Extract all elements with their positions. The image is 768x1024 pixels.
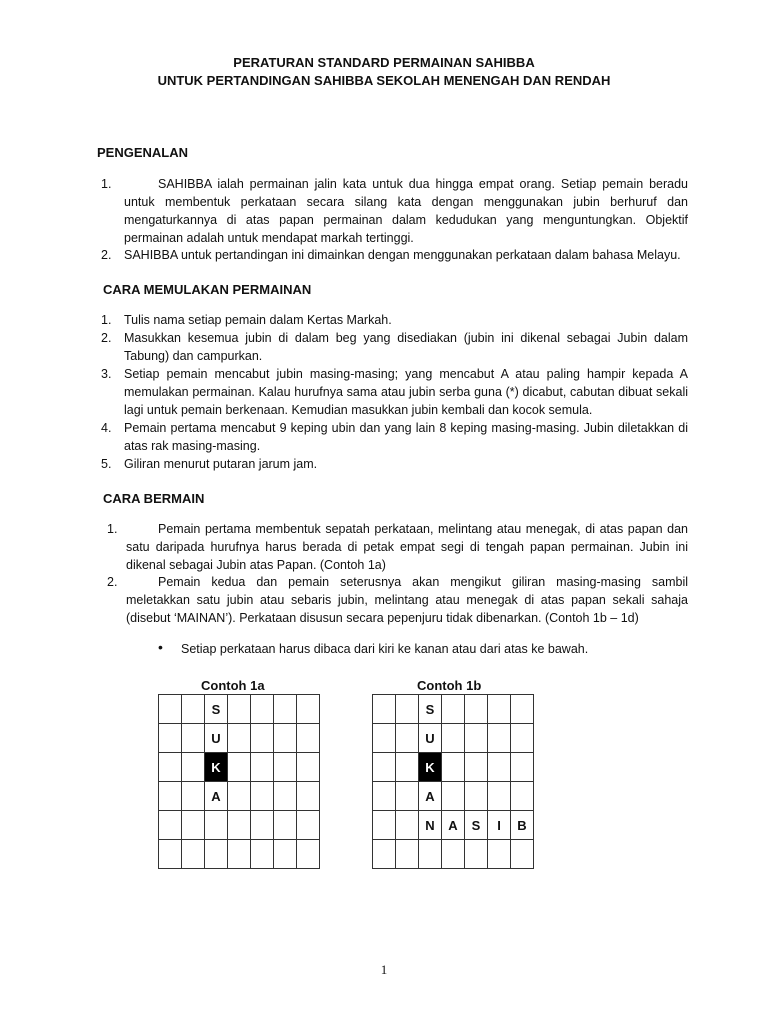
grid-cell: [274, 695, 297, 724]
grid-cell: [274, 782, 297, 811]
list-number: 2.: [101, 331, 112, 345]
list-number: 1.: [101, 313, 112, 327]
grid-cell: [274, 753, 297, 782]
grid-cell: [442, 782, 465, 811]
list-number: 2.: [101, 248, 112, 262]
grid-row: [373, 724, 534, 753]
grid-cell: [159, 840, 182, 869]
grid-cell: [488, 782, 511, 811]
list-item-text: Pemain kedua dan pemain seterusnya akan mengikut giliran masing-masing sambil meletakkan satu jubin atau sebaris jubin, melintang atau menegak di atas papan sekali sahaja (disebut ‘MAINAN’). Perkataan disusun secara pepenjuru tidak dibenarkan. (Contoh 1b – 1d): [126, 575, 688, 625]
grid-cell: [488, 695, 511, 724]
grid-row: [159, 840, 320, 869]
grid-cell: [159, 695, 182, 724]
document-title-line2: UNTUK PERTANDINGAN SAHIBBA SEKOLAH MENENGAH DAN RENDAH: [157, 73, 611, 88]
grid-cell: [488, 753, 511, 782]
grid-cell: [373, 695, 396, 724]
grid-cell: [159, 753, 182, 782]
example-grid-1a: [158, 694, 320, 869]
list-number: 4.: [101, 421, 112, 435]
grid-cell: [159, 782, 182, 811]
grid-cell: [228, 695, 251, 724]
grid-cell: [297, 753, 320, 782]
grid-cell: [297, 811, 320, 840]
bullet-icon: •: [158, 639, 163, 655]
grid-cell: [511, 695, 534, 724]
grid-cell: [297, 840, 320, 869]
grid-row: [159, 782, 320, 811]
grid-cell: [159, 724, 182, 753]
grid-cell: [419, 840, 442, 869]
grid-cell: [373, 724, 396, 753]
grid-cell: [251, 840, 274, 869]
grid-cell: [251, 811, 274, 840]
grid-cell: [511, 840, 534, 869]
grid-cell: [228, 782, 251, 811]
grid-cell: [251, 724, 274, 753]
list-number: 3.: [101, 367, 112, 381]
grid-cell: [465, 840, 488, 869]
grid-cell: [373, 782, 396, 811]
grid-cell: [465, 753, 488, 782]
grid-cell: U: [205, 724, 228, 753]
grid-cell: [274, 840, 297, 869]
list-item-text: Pemain pertama membentuk sepatah perkataan, melintang atau menegak, di atas papan dan satu daripada hurufnya harus berada di petak empat segi di tengah papan permainan. Jubin ini dikenal sebagai Jubin atas Papan. (Contoh 1a): [126, 522, 688, 572]
grid-row: [373, 840, 534, 869]
grid-cell: [228, 840, 251, 869]
grid-cell: [182, 811, 205, 840]
grid-row: [373, 782, 534, 811]
grid-row: [373, 811, 534, 840]
grid-cell: [511, 782, 534, 811]
section-heading-cara-bermain: CARA BERMAIN: [103, 491, 205, 506]
grid-cell: [488, 724, 511, 753]
list-number: 1.: [107, 522, 118, 536]
grid-cell: [205, 811, 228, 840]
list-item-text: Giliran menurut putaran jarum jam.: [124, 457, 318, 471]
bullet-text: Setiap perkataan harus dibaca dari kiri ke kanan atau dari atas ke bawah.: [181, 642, 589, 656]
grid-cell: [182, 782, 205, 811]
grid-cell: U: [419, 724, 442, 753]
grid-cell-center: K: [419, 753, 442, 782]
grid-cell: [511, 724, 534, 753]
grid-cell: [442, 840, 465, 869]
grid-cell: A: [442, 811, 465, 840]
grid-cell: [297, 782, 320, 811]
grid-cell: S: [419, 695, 442, 724]
grid-cell: [297, 724, 320, 753]
grid-cell: [373, 753, 396, 782]
page-number: 1: [380, 962, 388, 977]
list-item-text: Masukkan kesemua jubin di dalam beg yang disediakan (jubin ini dikenal sebagai Jubin dalam Tabung) dan campurkan.: [124, 331, 688, 363]
list-number: 1.: [101, 177, 112, 191]
section-heading-cara-memulakan: CARA MEMULAKAN PERMAINAN: [103, 282, 312, 297]
list-item-text: Tulis nama setiap pemain dalam Kertas Markah.: [124, 313, 392, 327]
grid-cell: [442, 724, 465, 753]
grid-cell: [396, 840, 419, 869]
list-item-text: SAHIBBA untuk pertandingan ini dimainkan dengan menggunakan perkataan dalam bahasa Melayu.: [124, 248, 681, 262]
grid-cell: [511, 753, 534, 782]
grid-cell: [274, 811, 297, 840]
grid-cell: [205, 840, 228, 869]
grid-cell: [488, 840, 511, 869]
grid-cell: [228, 724, 251, 753]
example-caption-1b: Contoh 1b: [417, 678, 482, 693]
grid-cell: [182, 724, 205, 753]
list-item-text: SAHIBBA ialah permainan jalin kata untuk dua hingga empat orang. Setiap pemain beradu untuk membentuk perkataan secara silang kata dengan menggunakan jubin berhuruf dan mengaturkannya di atas papan permainan dalam kedudukan yang menguntungkan. Objektif permainan adalah untuk mendapat markah tertinggi.: [124, 177, 688, 245]
grid-cell: [465, 695, 488, 724]
grid-cell: [396, 782, 419, 811]
grid-cell: [251, 753, 274, 782]
grid-row: [159, 753, 320, 782]
grid-cell: [396, 724, 419, 753]
grid-cell: [442, 695, 465, 724]
grid-cell: A: [205, 782, 228, 811]
grid-cell-center: K: [205, 753, 228, 782]
grid-cell: [159, 811, 182, 840]
grid-cell: [274, 724, 297, 753]
grid-cell: [228, 753, 251, 782]
document-title-line1: PERATURAN STANDARD PERMAINAN SAHIBBA: [233, 55, 535, 70]
grid-cell: [396, 695, 419, 724]
list-item-text: Setiap pemain mencabut jubin masing-masing; yang mencabut A atau paling hampir kepada A memulakan permainan. Kalau hurufnya sama atau jubin serba guna (*) dicabut, cabutan dibuat sekali lagi untuk pemain berkenaan. Kemudian masukkan jubin kembali dan kocok semula.: [124, 367, 688, 417]
grid-cell: [182, 840, 205, 869]
grid-cell: [251, 695, 274, 724]
grid-cell: N: [419, 811, 442, 840]
grid-cell: I: [488, 811, 511, 840]
grid-row: [159, 695, 320, 724]
grid-cell: [465, 782, 488, 811]
list-number: 2.: [107, 575, 118, 589]
grid-cell: [442, 753, 465, 782]
grid-cell: [228, 811, 251, 840]
list-item-text: Pemain pertama mencabut 9 keping ubin dan yang lain 8 keping masing-masing. Jubin diletakkan di atas rak masing-masing.: [124, 421, 688, 453]
grid-cell: [396, 753, 419, 782]
grid-row: [159, 724, 320, 753]
grid-row: [373, 695, 534, 724]
grid-cell: [396, 811, 419, 840]
example-caption-1a: Contoh 1a: [201, 678, 265, 693]
grid-cell: [373, 811, 396, 840]
grid-cell: [182, 753, 205, 782]
grid-cell: S: [465, 811, 488, 840]
grid-cell: [297, 695, 320, 724]
grid-cell: S: [205, 695, 228, 724]
grid-cell: [182, 695, 205, 724]
grid-row: [159, 811, 320, 840]
grid-row: [373, 753, 534, 782]
section-heading-pengenalan: PENGENALAN: [97, 145, 189, 160]
example-grid-1b: [372, 694, 534, 869]
grid-cell: B: [511, 811, 534, 840]
grid-cell: [465, 724, 488, 753]
grid-cell: [251, 782, 274, 811]
grid-cell: A: [419, 782, 442, 811]
list-number: 5.: [101, 457, 112, 471]
grid-cell: [373, 840, 396, 869]
